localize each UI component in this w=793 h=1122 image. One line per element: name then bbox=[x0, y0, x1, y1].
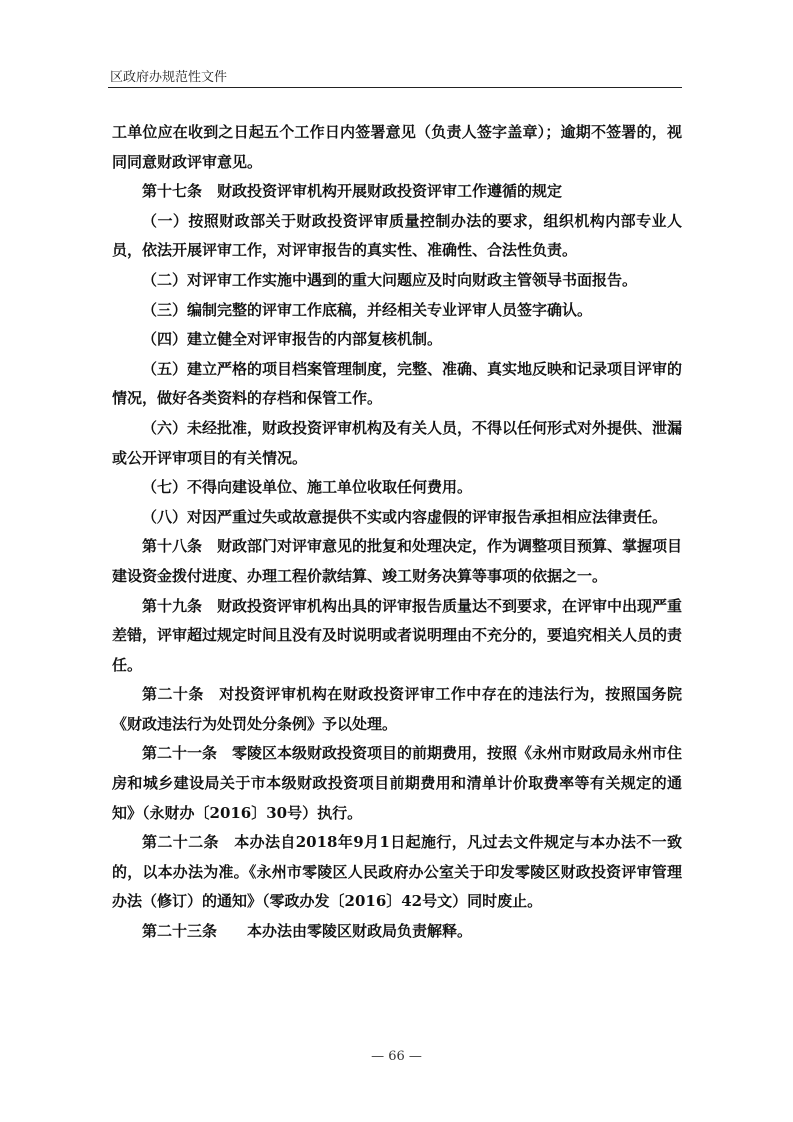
paragraph: 第二十条 对投资评审机构在财政投资评审工作中存在的违法行为，按照国务院《财政违法行为处罚处分条例》予以处理。 bbox=[112, 685, 682, 733]
paragraph: （七）不得向建设单位、施工单位收取任何费用。 bbox=[142, 478, 473, 497]
paragraph: （八）对因严重过失或故意提供不实或内容虚假的评审报告承担相应法律责任。 bbox=[142, 507, 668, 526]
paragraph: 第二十一条 零陵区本级财政投资项目的前期费用，按照《永州市财政局永州市住房和城乡建设局关于市本级财政投资项目前期费用和清单计价取费率等有关规定的通知》（永财办〔2016〕30号）执行。 bbox=[112, 744, 683, 822]
paragraph: （六）未经批准，财政投资评审机构及有关人员，不得以任何形式对外提供、泄漏或公开评审项目的有关情况。 bbox=[112, 418, 683, 467]
page-number: — 66 — bbox=[371, 1049, 422, 1064]
paragraph: 第十九条 财政投资评审机构出具的评审报告质量达不到要求，在评审中出现严重差错，评审超过规定时间且没有及时说明或者说明理由不充分的，要追究相关人员的责任。 bbox=[112, 596, 683, 674]
header-divider bbox=[108, 87, 682, 88]
document-body bbox=[112, 118, 682, 947]
document-header: 区政府办规范性文件 bbox=[110, 70, 228, 85]
paragraph: 第二十三条 本办法由零陵区财政局负责解释。 bbox=[142, 922, 473, 941]
paragraph: （五）建立严格的项目档案管理制度，完整、准确、真实地反映和记录项目评审的情况，做好各类资料的存档和保管工作。 bbox=[112, 359, 683, 408]
paragraph: （三）编制完整的评审工作底稿，并经相关专业评审人员签字确认。 bbox=[142, 300, 593, 319]
paragraph: 第二十二条 本办法自2018年9月1日起施行，凡过去文件规定与本办法不一致的，以本办法为准。《永州市零陵区人民政府办公室关于印发零陵区财政投资评审管理办法（修订）的通知》（零政办发〔2016〕42号文）同时废止。 bbox=[112, 833, 682, 911]
paragraph: （四）建立健全对评审报告的内部复核机制。 bbox=[142, 330, 443, 349]
paragraph: （一）按照财政部关于财政投资评审质量控制办法的要求，组织机构内部专业人员，依法开展评审工作，对评审报告的真实性、准确性、合法性负责。 bbox=[112, 211, 682, 260]
paragraph: 第十八条 财政部门对评审意见的批复和处理决定，作为调整项目预算、掌握项目建设资金拨付进度、办理工程价款结算、竣工财务决算等事项的依据之一。 bbox=[112, 537, 683, 585]
paragraph: 第十七条 财政投资评审机构开展财政投资评审工作遵循的规定 bbox=[142, 182, 563, 201]
paragraph: （二）对评审工作实施中遇到的重大问题应及时向财政主管领导书面报告。 bbox=[142, 270, 638, 289]
paragraph: 工单位应在收到之日起五个工作日内签署意见（负责人签字盖章）；逾期不签署的，视同同意财政评审意见。 bbox=[112, 123, 682, 171]
